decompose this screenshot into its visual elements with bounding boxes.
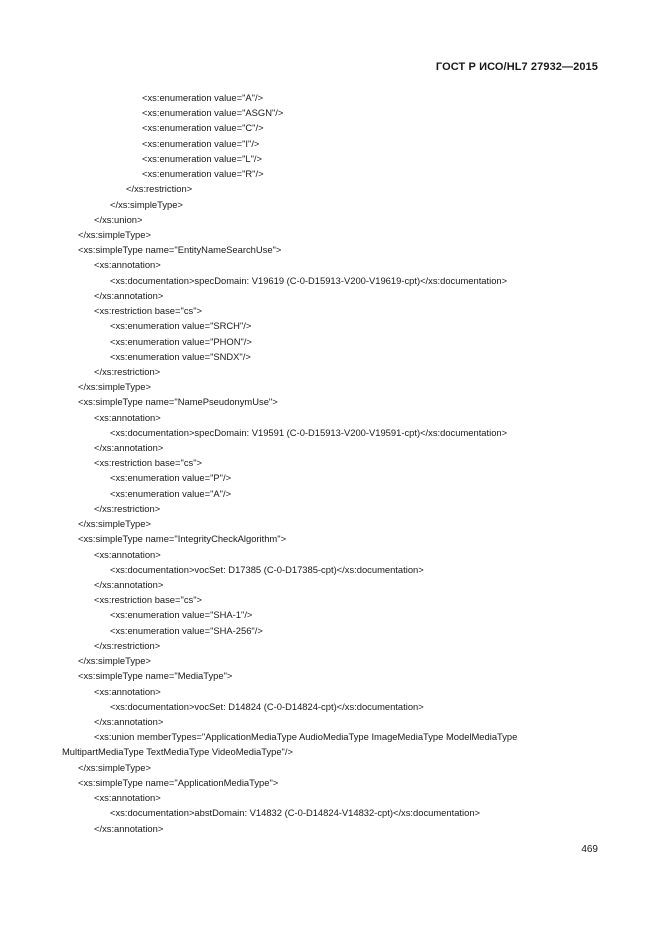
code-line: <xs:enumeration value="P"/> — [110, 472, 232, 484]
code-line: <xs:enumeration value="ASGN"/> — [142, 107, 284, 119]
page-number: 469 — [581, 844, 598, 855]
code-line: </xs:annotation> — [94, 289, 164, 301]
code-line: </xs:simpleType> — [78, 761, 151, 773]
code-line: <xs:documentation>specDomain: V19591 (C-0-D15913-V200-V19591-cpt)</xs:documentation> — [110, 426, 508, 438]
code-line: <xs:simpleType name="EntityNameSearchUse"> — [78, 244, 282, 256]
code-line: <xs:documentation>vocSet: D17385 (C-0-D17385-cpt)</xs:documentation> — [110, 563, 424, 575]
code-line: MultipartMediaType TextMediaType VideoMediaType"/> — [62, 746, 293, 758]
code-line: <xs:enumeration value="L"/> — [142, 152, 263, 164]
code-line: </xs:restriction> — [126, 183, 193, 195]
code-line: </xs:annotation> — [94, 579, 164, 590]
code-line: <xs:documentation>vocSet: D14824 (C-0-D14824-cpt)</xs:documentation> — [110, 700, 424, 712]
code-line: <xs:annotation> — [94, 548, 161, 560]
code-line: <xs:simpleType name="NamePseudonymUse"> — [78, 396, 278, 408]
xml-schema-code-block — [62, 90, 622, 836]
code-line: <xs:enumeration value="SRCH"/> — [110, 320, 252, 332]
code-line: <xs:restriction base="cs"> — [94, 457, 203, 469]
code-line: <xs:enumeration value="SHA-256"/> — [110, 624, 263, 636]
code-line: <xs:enumeration value="I"/> — [142, 137, 260, 149]
code-line: </xs:restriction> — [94, 365, 161, 377]
code-line: <xs:enumeration value="SNDX"/> — [110, 350, 251, 362]
code-line: <xs:union memberTypes="ApplicationMediaType AudioMediaType ImageMediaType ModelMediaType — [94, 731, 518, 743]
code-line: </xs:simpleType> — [78, 518, 151, 530]
code-line: </xs:restriction> — [94, 639, 161, 651]
code-line: <xs:annotation> — [94, 411, 161, 423]
code-line: <xs:annotation> — [94, 685, 161, 697]
code-line: </xs:restriction> — [94, 502, 161, 514]
code-line: <xs:simpleType name="ApplicationMediaType"> — [78, 776, 279, 788]
code-line: </xs:union> — [94, 213, 143, 225]
code-line: </xs:simpleType> — [78, 381, 151, 393]
code-line: <xs:restriction base="cs"> — [94, 594, 203, 606]
code-line: </xs:simpleType> — [78, 228, 151, 240]
code-line: </xs:simpleType> — [78, 655, 151, 667]
code-line: <xs:enumeration value="A"/> — [110, 487, 232, 499]
code-line: <xs:enumeration value="C"/> — [142, 122, 264, 134]
code-line: <xs:annotation> — [94, 792, 161, 804]
code-line: </xs:annotation> — [94, 442, 164, 454]
code-line: <xs:restriction base="cs"> — [94, 305, 203, 317]
code-line: <xs:enumeration value="A"/> — [142, 92, 264, 103]
code-line: <xs:annotation> — [94, 259, 161, 271]
code-line: </xs:annotation> — [94, 822, 164, 834]
code-line: <xs:enumeration value="SHA-1"/> — [110, 609, 253, 621]
code-line: <xs:enumeration value="R"/> — [142, 168, 264, 180]
code-line: <xs:enumeration value="PHON"/> — [110, 335, 252, 347]
code-line: </xs:annotation> — [94, 715, 164, 727]
code-line: <xs:documentation>abstDomain: V14832 (C-0-D14824-V14832-cpt)</xs:documentation> — [110, 807, 481, 819]
code-line: </xs:simpleType> — [110, 198, 183, 210]
code-line: <xs:simpleType name="MediaType"> — [78, 670, 233, 682]
code-line: <xs:simpleType name="IntegrityCheckAlgorithm"> — [78, 533, 287, 545]
document-header: ГОСТ Р ИСО/HL7 27932—2015 — [435, 61, 598, 73]
code-line: <xs:documentation>specDomain: V19619 (C-0-D15913-V200-V19619-cpt)</xs:documentation> — [110, 274, 508, 286]
